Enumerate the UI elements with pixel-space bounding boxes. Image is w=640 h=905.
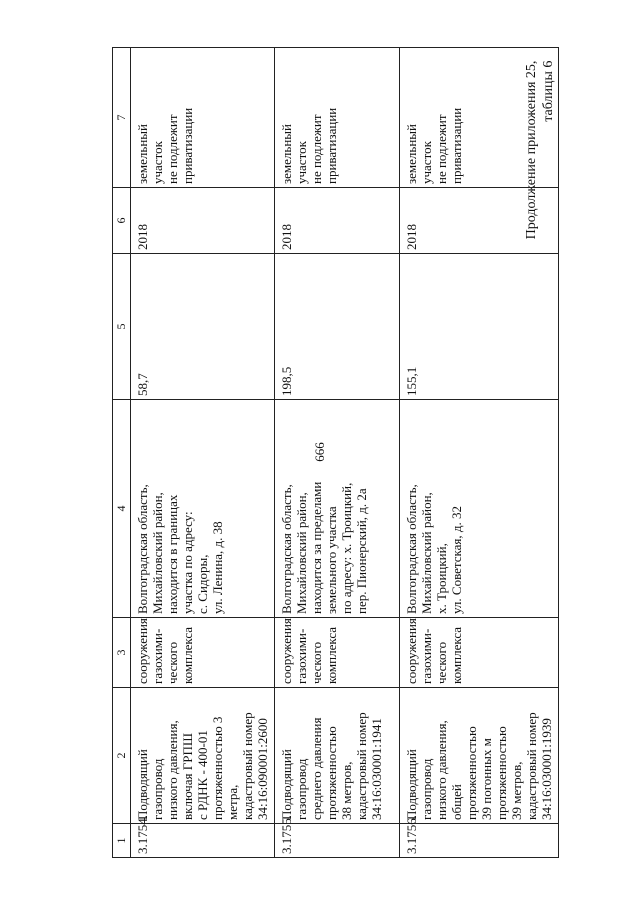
object-name: Подводящий газопровод низкого давления, общей протяженностью 39 погонных м протяженностью 39 метров, кадастровый номер 34:16:030001:1939: [400, 688, 559, 824]
object-value: 58,7: [131, 254, 275, 400]
object-address: Волгоградская область, Михайловский район, х. Троицкий, ул. Советская, д. 32: [400, 400, 559, 618]
page-number: 666: [312, 442, 327, 462]
object-type: сооружения газохими- ческого комплекса: [400, 618, 559, 688]
object-type: сооружения газохими- ческого комплекса: [131, 618, 275, 688]
object-year: 2018: [275, 188, 400, 254]
object-note: земельный участок не подлежит приватизации: [275, 48, 400, 188]
header-row: [113, 48, 131, 858]
object-note: земельный участок не подлежит приватизации: [131, 48, 275, 188]
object-year: 2018: [400, 188, 559, 254]
object-address: Волгоградская область, Михайловский район, находится за пределами земельного участка по адресу: х. Троицкий, пер. Пионерский, д. 2а: [275, 400, 400, 618]
header-cell-5: 5: [113, 254, 131, 400]
caption-line-2: таблицы 6: [541, 60, 556, 122]
object-type: сооружения газохими- ческого комплекса: [275, 618, 400, 688]
table-row: [275, 48, 400, 858]
property-table: [112, 47, 559, 858]
object-year: 2018: [131, 188, 275, 254]
row-number: 3.1756.: [400, 824, 559, 858]
header-cell-2: 2: [113, 688, 131, 824]
header-cell-4: 4: [113, 400, 131, 618]
row-number: 3.1755.: [275, 824, 400, 858]
object-address: Волгоградская область, Михайловский район, находится в границах участка по адресу: с. Сидоры, ул. Ленина, д. 38: [131, 400, 275, 618]
object-note: земельный участок не подлежит приватизации: [400, 48, 559, 188]
row-number: 3.1754.: [131, 824, 275, 858]
header-cell-3: 3: [113, 618, 131, 688]
caption-line-1: Продолжение приложения 25,: [524, 60, 539, 240]
object-value: 198,5: [275, 254, 400, 400]
header-cell-6: 6: [113, 188, 131, 254]
table-row: [400, 48, 559, 858]
header-cell-7: 7: [113, 48, 131, 188]
object-name: Подводящий газопровод низкого давления, включая ГРПШ с РДНК - 400-01 протяженностью 3 метра, кадастровый номер 34:16:090001:2600: [131, 688, 275, 824]
table-row: [131, 48, 275, 858]
object-value: 155,1: [400, 254, 559, 400]
header-cell-1: 1: [113, 824, 131, 858]
object-name: Подводящий газопровод среднего давления протяженностью 38 метров, кадастровый номер 34:16:030001:1941: [275, 688, 400, 824]
